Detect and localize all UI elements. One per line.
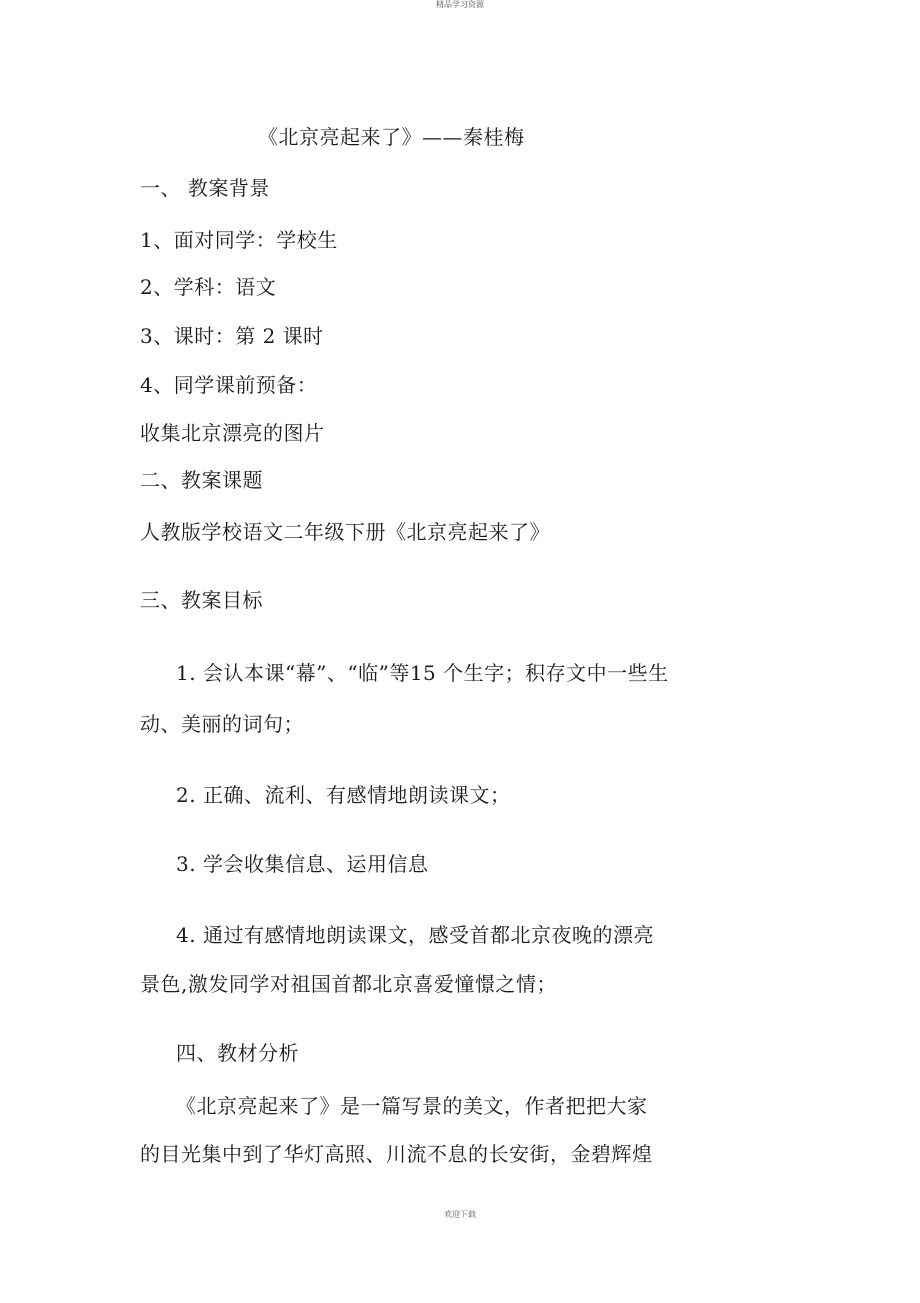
text-line: 1、面对同学：学校生 <box>140 228 338 252</box>
text-line: 3. 学会收集信息、运用信息 <box>176 852 429 876</box>
page-header: 精品学习资源 <box>436 0 484 9</box>
page-footer: 欢迎下载 <box>444 1210 476 1219</box>
text-line: 人教版学校语文二年级下册《北京亮起来了》 <box>140 520 550 544</box>
section-heading-background: 一、 教案背景 <box>140 176 270 200</box>
text-line: 4. 通过有感情地朗读课文，感受首都北京夜晚的漂亮 <box>176 923 654 947</box>
section-heading-topic: 二、教案课题 <box>140 468 263 492</box>
document-title: 《北京亮起来了》——秦桂梅 <box>258 125 525 149</box>
section-heading-analysis: 四、教材分析 <box>176 1041 299 1065</box>
text-line: 2、学科：语文 <box>140 275 277 299</box>
text-line: 2. 正确、流利、有感情地朗读课文； <box>176 783 511 807</box>
text-line: 4、同学课前预备： <box>140 373 318 397</box>
text-line: 动、美丽的词句； <box>140 712 304 736</box>
text-line: 收集北京漂亮的图片 <box>140 421 325 445</box>
text-line: 1. 会认本课“幕”、“临”等15 个生字；积存文中一些生 <box>176 661 669 685</box>
text-line: 的目光集中到了华灯高照、川流不息的长安街，金碧辉煌 <box>140 1142 653 1166</box>
text-line: 《北京亮起来了》是一篇写景的美文，作者把把大家 <box>176 1094 648 1118</box>
section-heading-objectives: 三、教案目标 <box>140 588 263 612</box>
text-line: 景色,激发同学对祖国首都北京喜爱憧憬之情； <box>140 972 557 996</box>
text-line: 3、课时：第 2 课时 <box>140 324 324 348</box>
